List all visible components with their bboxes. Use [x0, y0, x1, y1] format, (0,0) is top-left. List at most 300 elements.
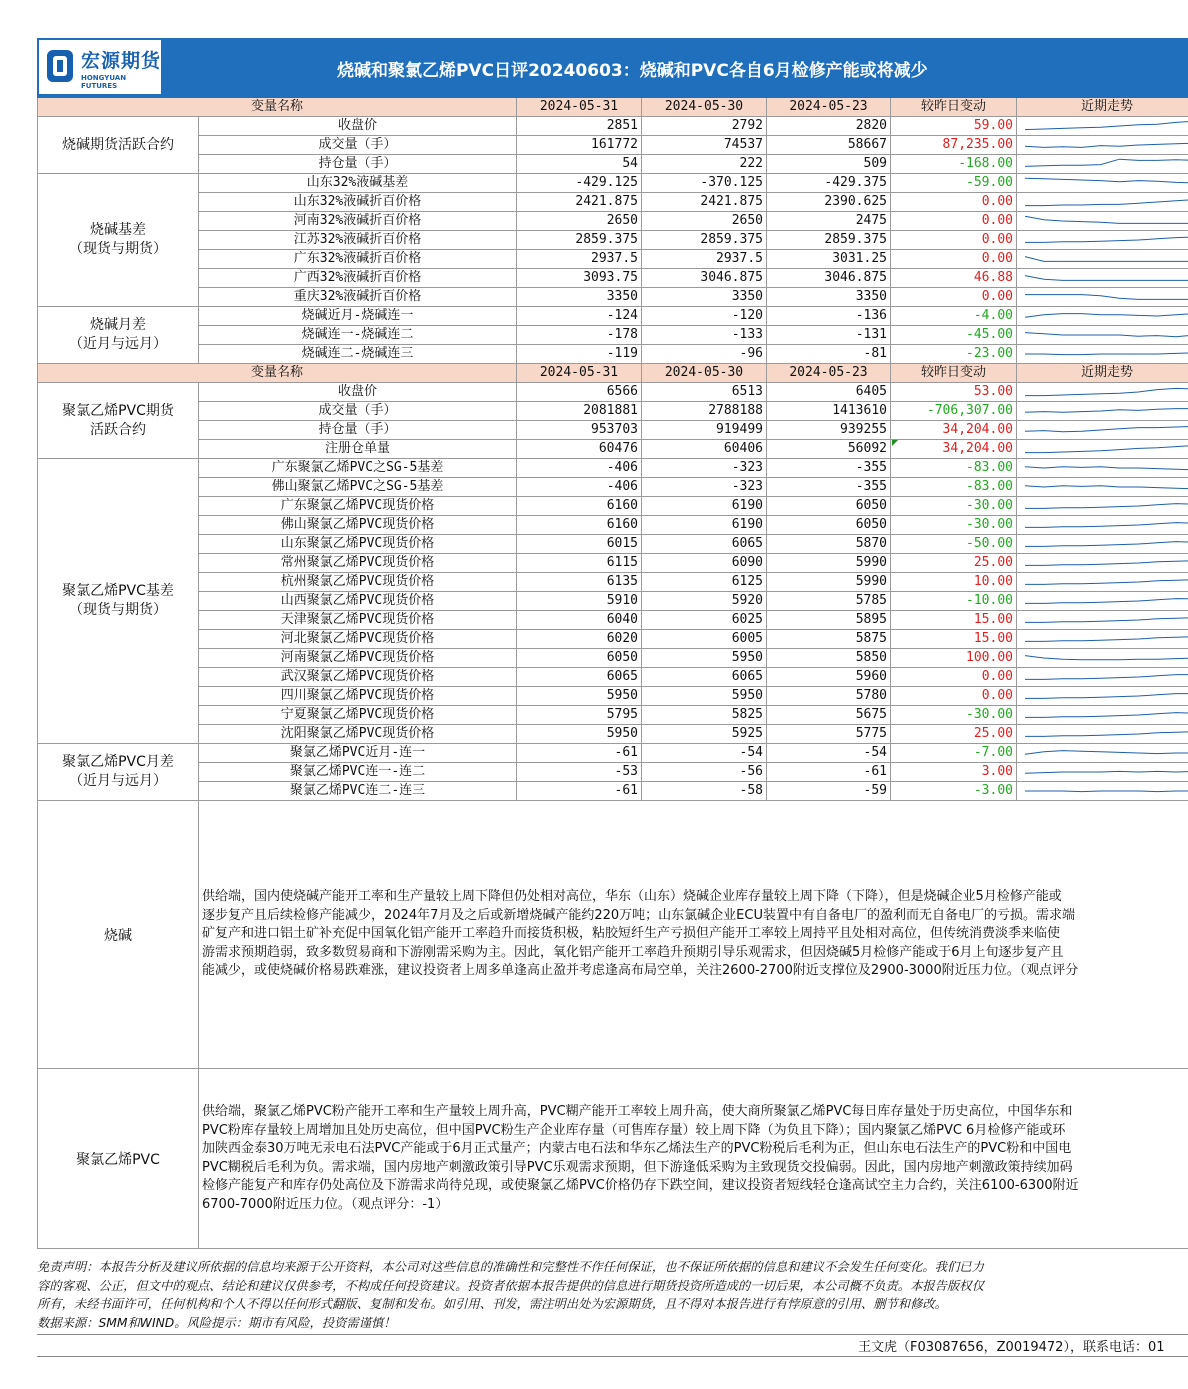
trend-sparkline [1017, 611, 1188, 629]
value-d2: 6025 [642, 611, 767, 630]
trend-cell [1017, 649, 1188, 668]
trend-cell [1017, 231, 1188, 250]
change-value: -59.00 [891, 174, 1017, 193]
trend-line [1025, 276, 1188, 281]
value-d2: 2792 [642, 117, 767, 136]
value-d1: 6050 [517, 649, 642, 668]
change-value: 0.00 [891, 668, 1017, 687]
trend-sparkline [1017, 136, 1188, 154]
trend-line [1025, 200, 1188, 206]
row-name: 宁夏聚氯乙烯PVC现货价格 [199, 706, 517, 725]
trend-cell [1017, 288, 1188, 307]
commentary-line: PVC粉库存量较上周增加且处历史高位，但中国PVC粉生产企业库存量（可售库存量）较上周下降（为负且下降）；国内聚氯乙烯PVC 6月检修产能或环 [202, 1122, 1066, 1138]
value-d2: 6190 [642, 516, 767, 535]
trend-cell [1017, 193, 1188, 212]
value-d2: 5950 [642, 649, 767, 668]
trend-cell [1017, 763, 1188, 782]
row-name: 沈阳聚氯乙烯PVC现货价格 [199, 725, 517, 744]
value-d2: 6190 [642, 497, 767, 516]
trend-cell [1017, 136, 1188, 155]
change-value: 87,235.00 [891, 136, 1017, 155]
row-name: 持仓量（手） [199, 155, 517, 174]
value-d3: 1413610 [767, 402, 891, 421]
change-value: 0.00 [891, 288, 1017, 307]
value-d3: -59 [767, 782, 891, 801]
column-header-trend: 近期走势 [1017, 364, 1188, 383]
value-d1: 2081881 [517, 402, 642, 421]
trend-sparkline [1017, 383, 1188, 401]
trend-line [1025, 561, 1188, 566]
value-d3: 3350 [767, 288, 891, 307]
trend-line [1025, 467, 1188, 470]
value-d1: 6135 [517, 573, 642, 592]
row-name: 杭州聚氯乙烯PVC现货价格 [199, 573, 517, 592]
trend-cell [1017, 212, 1188, 231]
change-value: 0.00 [891, 231, 1017, 250]
value-d1: 54 [517, 155, 642, 174]
change-value: -30.00 [891, 516, 1017, 535]
value-d2: -323 [642, 478, 767, 497]
value-d1: 6015 [517, 535, 642, 554]
column-header-variable: 变量名称 [37, 98, 517, 117]
value-d3: 3031.25 [767, 250, 891, 269]
trend-cell [1017, 611, 1188, 630]
trend-sparkline [1017, 174, 1188, 192]
trend-cell [1017, 345, 1188, 364]
change-value: -4.00 [891, 307, 1017, 326]
row-name: 重庆32%液碱折百价格 [199, 288, 517, 307]
change-value: 0.00 [891, 193, 1017, 212]
commentary-paragraph [202, 1103, 1079, 1214]
change-value: 25.00 [891, 725, 1017, 744]
trend-sparkline [1017, 706, 1188, 724]
group-label: 烧碱期货活跃合约 [37, 117, 199, 174]
change-value: -706,307.00 [891, 402, 1017, 421]
row-name: 烧碱连一-烧碱连二 [199, 326, 517, 345]
trend-cell [1017, 592, 1188, 611]
row-name: 河北聚氯乙烯PVC现货价格 [199, 630, 517, 649]
value-d2: -54 [642, 744, 767, 763]
row-name: 广东32%液碱折百价格 [199, 250, 517, 269]
change-value: 53.00 [891, 383, 1017, 402]
value-d3: 6050 [767, 497, 891, 516]
row-name: 山西聚氯乙烯PVC现货价格 [199, 592, 517, 611]
commentary-line: 游需求预期趋弱，致多数贸易商和下游刚需采购为主。因此，氧化铝产能开工率趋升预期引导乐观需求，但因烧碱5月检修产能或于6月上旬逐步复产且 [202, 944, 1064, 960]
value-d1: 5950 [517, 725, 642, 744]
value-d1: -124 [517, 307, 642, 326]
commentary-text [199, 1069, 1188, 1249]
value-d1: 3350 [517, 288, 642, 307]
value-d3: 5780 [767, 687, 891, 706]
value-d2: -58 [642, 782, 767, 801]
change-value: -50.00 [891, 535, 1017, 554]
value-d1: -178 [517, 326, 642, 345]
column-header-d3: 2024-05-23 [767, 364, 891, 383]
trend-line [1025, 295, 1188, 300]
value-d2: 2421.875 [642, 193, 767, 212]
commentary-line: 供给端，聚氯乙烯PVC粉产能开工率和生产量较上周升高，PVC糊产能开工率较上周升高，使大商所聚氯乙烯PVC每日库存量处于历史高位，中国华东和 [202, 1104, 1073, 1119]
change-value: 59.00 [891, 117, 1017, 136]
trend-line [1025, 178, 1188, 183]
value-d1: 5910 [517, 592, 642, 611]
change-value: 10.00 [891, 573, 1017, 592]
change-value: -83.00 [891, 478, 1017, 497]
disclaimer-line: 免责声明：本报告分析及建议所依据的信息均来源于公开资料，本公司对这些信息的准确性和完整性不作任何保证，也不保证所依据的信息和建议不会发生任何变化。我们已力 [37, 1260, 984, 1274]
trend-sparkline [1017, 193, 1188, 211]
trend-cell [1017, 326, 1188, 345]
group-label: 聚氯乙烯PVC基差 （现货与期货） [37, 459, 199, 744]
value-d1: 2650 [517, 212, 642, 231]
change-value: 0.00 [891, 212, 1017, 231]
row-name: 注册仓单量 [199, 440, 517, 459]
logo-text-en: HONGYUAN FUTURES [81, 74, 127, 90]
trend-sparkline [1017, 763, 1188, 781]
value-d1: 60476 [517, 440, 642, 459]
change-value: 0.00 [891, 250, 1017, 269]
trend-sparkline [1017, 668, 1188, 686]
row-name: 收盘价 [199, 117, 517, 136]
trend-cell [1017, 478, 1188, 497]
value-d1: 6020 [517, 630, 642, 649]
value-d2: -133 [642, 326, 767, 345]
value-d2: 3046.875 [642, 269, 767, 288]
change-value: -23.00 [891, 345, 1017, 364]
change-value: 15.00 [891, 611, 1017, 630]
trend-cell [1017, 421, 1188, 440]
value-d1: -406 [517, 459, 642, 478]
trend-sparkline [1017, 117, 1188, 135]
trend-sparkline [1017, 725, 1188, 743]
value-d3: -429.375 [767, 174, 891, 193]
value-d3: 3046.875 [767, 269, 891, 288]
change-value: 34,204.00 [891, 421, 1017, 440]
row-name: 烧碱连二-烧碱连三 [199, 345, 517, 364]
value-d3: 5990 [767, 573, 891, 592]
value-d3: 5875 [767, 630, 891, 649]
trend-line [1025, 121, 1188, 129]
value-d1: 2937.5 [517, 250, 642, 269]
change-value: 34,204.00 [891, 440, 1017, 459]
value-d2: 2650 [642, 212, 767, 231]
value-d2: 74537 [642, 136, 767, 155]
trend-cell [1017, 554, 1188, 573]
trend-sparkline [1017, 592, 1188, 610]
column-header-variable: 变量名称 [37, 364, 517, 383]
disclaimer [37, 1258, 1188, 1332]
trend-line [1025, 732, 1188, 737]
value-d3: 5785 [767, 592, 891, 611]
trend-sparkline [1017, 440, 1188, 458]
value-d3: 5870 [767, 535, 891, 554]
logo-text-cn: 宏源期货 [81, 50, 162, 72]
value-d1: 161772 [517, 136, 642, 155]
trend-line [1025, 542, 1188, 547]
group-label: 聚氯乙烯PVC期货 活跃合约 [37, 383, 199, 459]
trend-sparkline [1017, 155, 1188, 173]
trend-line [1025, 523, 1188, 528]
trend-sparkline [1017, 250, 1188, 268]
value-d3: 6405 [767, 383, 891, 402]
row-name: 收盘价 [199, 383, 517, 402]
value-d2: -96 [642, 345, 767, 364]
group-label: 聚氯乙烯PVC月差 （近月与远月） [37, 744, 199, 801]
value-d3: -136 [767, 307, 891, 326]
trend-sparkline [1017, 497, 1188, 515]
commentary-paragraph [202, 888, 1078, 981]
value-d3: 5675 [767, 706, 891, 725]
value-d1: 6115 [517, 554, 642, 573]
row-name: 佛山聚氯乙烯PVC之SG-5基差 [199, 478, 517, 497]
row-name: 成交量（手） [199, 402, 517, 421]
value-d2: 5950 [642, 687, 767, 706]
change-value: -168.00 [891, 155, 1017, 174]
trend-cell [1017, 174, 1188, 193]
value-d1: 6160 [517, 516, 642, 535]
row-name: 烧碱近月-烧碱连一 [199, 307, 517, 326]
trend-line [1025, 314, 1188, 318]
value-d3: 509 [767, 155, 891, 174]
change-value: 100.00 [891, 649, 1017, 668]
trend-line [1025, 426, 1188, 431]
trend-cell [1017, 687, 1188, 706]
value-d3: -355 [767, 478, 891, 497]
trend-sparkline [1017, 744, 1188, 762]
value-d3: 6050 [767, 516, 891, 535]
trend-cell [1017, 706, 1188, 725]
comment-marker [892, 440, 898, 446]
trend-line [1025, 694, 1188, 699]
column-header-d1: 2024-05-31 [517, 98, 642, 117]
value-d2: 5825 [642, 706, 767, 725]
value-d1: -429.125 [517, 174, 642, 193]
trend-cell [1017, 307, 1188, 326]
value-d2: -120 [642, 307, 767, 326]
row-name: 广东聚氯乙烯PVC之SG-5基差 [199, 459, 517, 478]
commentary-label: 聚氯乙烯PVC [37, 1069, 199, 1249]
trend-line [1025, 216, 1188, 223]
trend-sparkline [1017, 573, 1188, 591]
value-d2: 5925 [642, 725, 767, 744]
row-name: 四川聚氯乙烯PVC现货价格 [199, 687, 517, 706]
trend-line [1025, 618, 1188, 623]
value-d1: 6065 [517, 668, 642, 687]
change-value: 25.00 [891, 554, 1017, 573]
change-value: -10.00 [891, 592, 1017, 611]
trend-line [1025, 713, 1188, 718]
trend-line [1025, 143, 1188, 147]
column-header-chg: 较昨日变动 [891, 364, 1017, 383]
commentary-label: 烧碱 [37, 801, 199, 1069]
trend-line [1025, 637, 1188, 642]
trend-sparkline [1017, 649, 1188, 667]
value-d1: -406 [517, 478, 642, 497]
disclaimer-line: 容的客观、公正，但文中的观点、结论和建议仅供参考，不构成任何投资建议。投资者依据本报告提供的信息进行期货投资所造成的一切后果，本公司概不负责。本报告版权仅 [37, 1278, 984, 1293]
trend-sparkline [1017, 459, 1188, 477]
trend-sparkline [1017, 212, 1188, 230]
trend-cell [1017, 155, 1188, 174]
row-name: 武汉聚氯乙烯PVC现货价格 [199, 668, 517, 687]
value-d3: 5850 [767, 649, 891, 668]
trend-line [1025, 237, 1188, 242]
trend-sparkline [1017, 345, 1188, 363]
trend-line [1025, 159, 1188, 166]
trend-line [1025, 675, 1188, 680]
row-name: 聚氯乙烯PVC连二-连三 [199, 782, 517, 801]
row-name: 江苏32%液碱折百价格 [199, 231, 517, 250]
trend-line [1025, 771, 1188, 773]
value-d3: 5775 [767, 725, 891, 744]
trend-sparkline [1017, 516, 1188, 534]
value-d2: -370.125 [642, 174, 767, 193]
company-logo [39, 40, 161, 94]
trend-line [1025, 486, 1188, 489]
disclaimer-line: 数据来源：SMM和WIND。风险提示：期市有风险，投资需谨慎！ [37, 1315, 396, 1330]
trend-line [1025, 409, 1188, 413]
column-header-chg: 较昨日变动 [891, 98, 1017, 117]
trend-cell [1017, 402, 1188, 421]
trend-cell [1017, 744, 1188, 763]
value-d2: 6125 [642, 573, 767, 592]
trend-line [1025, 333, 1188, 337]
row-name: 山东32%液碱折百价格 [199, 193, 517, 212]
value-d2: 919499 [642, 421, 767, 440]
disclaimer-line: 所有，未经书面许可，任何机构和个人不得以任何形式翻版、复制和发布。如引用、刊发，需注明出处为宏源期货，且不得对本报告进行有悖原意的引用、删节和修改。 [37, 1297, 947, 1311]
row-name: 山东32%液碱基差 [199, 174, 517, 193]
value-d3: -131 [767, 326, 891, 345]
commentary-line: 能减少，或使烧碱价格易跌难涨，建议投资者上周多单逢高止盈并考虑逢高布局空单，关注2600-2700附近支撑位及2900-3000附近压力位。（观点评分 [202, 963, 1079, 979]
trend-cell [1017, 725, 1188, 744]
commentary-line: PVC糊税后毛利为负。需求端，国内房地产刺激政策引导PVC乐观需求预期，但下游逢低采购为主致现货交投偏弱。因此，国内房地产刺激政策持续加码 [202, 1159, 1073, 1175]
value-d1: 6040 [517, 611, 642, 630]
footer-divider [37, 1356, 1188, 1357]
change-value: -45.00 [891, 326, 1017, 345]
trend-cell [1017, 497, 1188, 516]
trend-line [1025, 751, 1188, 755]
change-value: 3.00 [891, 763, 1017, 782]
trend-cell [1017, 535, 1188, 554]
value-d2: 6513 [642, 383, 767, 402]
trend-line [1025, 791, 1188, 792]
commentary-line: 加陕西金泰30万吨无汞电石法PVC产能或于6月正式量产；内蒙古电石法和华东乙烯法生产的PVC粉税后毛利为正，但山东电石法生产的PVC粉和中国电 [202, 1141, 1072, 1156]
row-name: 河南聚氯乙烯PVC现货价格 [199, 649, 517, 668]
commentary-line: 逐步复产且后续检修产能减少，2024年7月及之后或新增烧碱产能约220万吨；山东氯碱企业ECU装置中有自备电厂的盈利而无自备电厂的亏损。需求端 [202, 907, 1075, 923]
value-d2: 6065 [642, 535, 767, 554]
row-name: 山东聚氯乙烯PVC现货价格 [199, 535, 517, 554]
trend-cell [1017, 573, 1188, 592]
value-d3: -81 [767, 345, 891, 364]
value-d1: 2421.875 [517, 193, 642, 212]
trend-cell [1017, 383, 1188, 402]
change-value: 15.00 [891, 630, 1017, 649]
column-header-d3: 2024-05-23 [767, 98, 891, 117]
trend-cell [1017, 782, 1188, 801]
change-value: 0.00 [891, 687, 1017, 706]
value-d1: -119 [517, 345, 642, 364]
value-d2: 2859.375 [642, 231, 767, 250]
trend-sparkline [1017, 478, 1188, 496]
value-d1: -61 [517, 744, 642, 763]
value-d1: 2851 [517, 117, 642, 136]
trend-cell [1017, 250, 1188, 269]
trend-sparkline [1017, 326, 1188, 344]
trend-cell [1017, 630, 1188, 649]
trend-sparkline [1017, 535, 1188, 553]
value-d1: -61 [517, 782, 642, 801]
trend-line [1025, 504, 1188, 509]
value-d3: -355 [767, 459, 891, 478]
group-label: 烧碱基差 （现货与期货） [37, 174, 199, 307]
trend-line [1025, 257, 1188, 262]
row-name: 聚氯乙烯PVC近月-连一 [199, 744, 517, 763]
value-d1: 5795 [517, 706, 642, 725]
row-name: 聚氯乙烯PVC连一-连二 [199, 763, 517, 782]
value-d3: 2475 [767, 212, 891, 231]
value-d2: -56 [642, 763, 767, 782]
row-name: 河南32%液碱折百价格 [199, 212, 517, 231]
value-d1: 5950 [517, 687, 642, 706]
value-d3: 58667 [767, 136, 891, 155]
commentary-text [199, 801, 1188, 1069]
value-d2: 6065 [642, 668, 767, 687]
change-value: 46.88 [891, 269, 1017, 288]
trend-line [1025, 388, 1188, 395]
trend-sparkline [1017, 630, 1188, 648]
row-name: 常州聚氯乙烯PVC现货价格 [199, 554, 517, 573]
commentary-line: 矿复产和进口铝土矿补充促中国氧化铝产能开工率趋升而接货积极，粘胶短纤生产亏损但产能开工率较上周持平且处相对高位，但传统消费淡季来临使 [202, 926, 1061, 942]
footer-divider [37, 1334, 1188, 1335]
trend-cell [1017, 668, 1188, 687]
trend-line [1025, 599, 1188, 604]
column-header-d2: 2024-05-30 [642, 364, 767, 383]
value-d3: -61 [767, 763, 891, 782]
column-header-trend: 近期走势 [1017, 98, 1188, 117]
analyst-contact: 王文虎（F03087656，Z0019472），联系电话：01 [858, 1340, 1165, 1355]
value-d3: 2820 [767, 117, 891, 136]
change-value: -3.00 [891, 782, 1017, 801]
trend-sparkline [1017, 421, 1188, 439]
commentary-line: 6700-7000附近压力位。（观点评分：-1） [202, 1196, 449, 1212]
value-d2: 3350 [642, 288, 767, 307]
value-d1: 953703 [517, 421, 642, 440]
value-d2: 6090 [642, 554, 767, 573]
value-d1: 2859.375 [517, 231, 642, 250]
value-d3: -54 [767, 744, 891, 763]
value-d2: 5920 [642, 592, 767, 611]
trend-sparkline [1017, 231, 1188, 249]
change-value: -83.00 [891, 459, 1017, 478]
trend-sparkline [1017, 687, 1188, 705]
trend-sparkline [1017, 288, 1188, 306]
trend-line [1025, 445, 1188, 452]
value-d2: 6005 [642, 630, 767, 649]
trend-sparkline [1017, 402, 1188, 420]
column-header-d1: 2024-05-31 [517, 364, 642, 383]
row-name: 天津聚氯乙烯PVC现货价格 [199, 611, 517, 630]
row-name: 成交量（手） [199, 136, 517, 155]
value-d2: 2937.5 [642, 250, 767, 269]
value-d2: 60406 [642, 440, 767, 459]
change-value: -7.00 [891, 744, 1017, 763]
value-d2: -323 [642, 459, 767, 478]
row-name: 广西32%液碱折百价格 [199, 269, 517, 288]
row-name: 广东聚氯乙烯PVC现货价格 [199, 497, 517, 516]
group-label: 烧碱月差 （近月与远月） [37, 307, 199, 364]
trend-line [1025, 656, 1188, 660]
trend-cell [1017, 459, 1188, 478]
report-header [37, 38, 1188, 98]
trend-cell [1017, 117, 1188, 136]
value-d1: 6566 [517, 383, 642, 402]
